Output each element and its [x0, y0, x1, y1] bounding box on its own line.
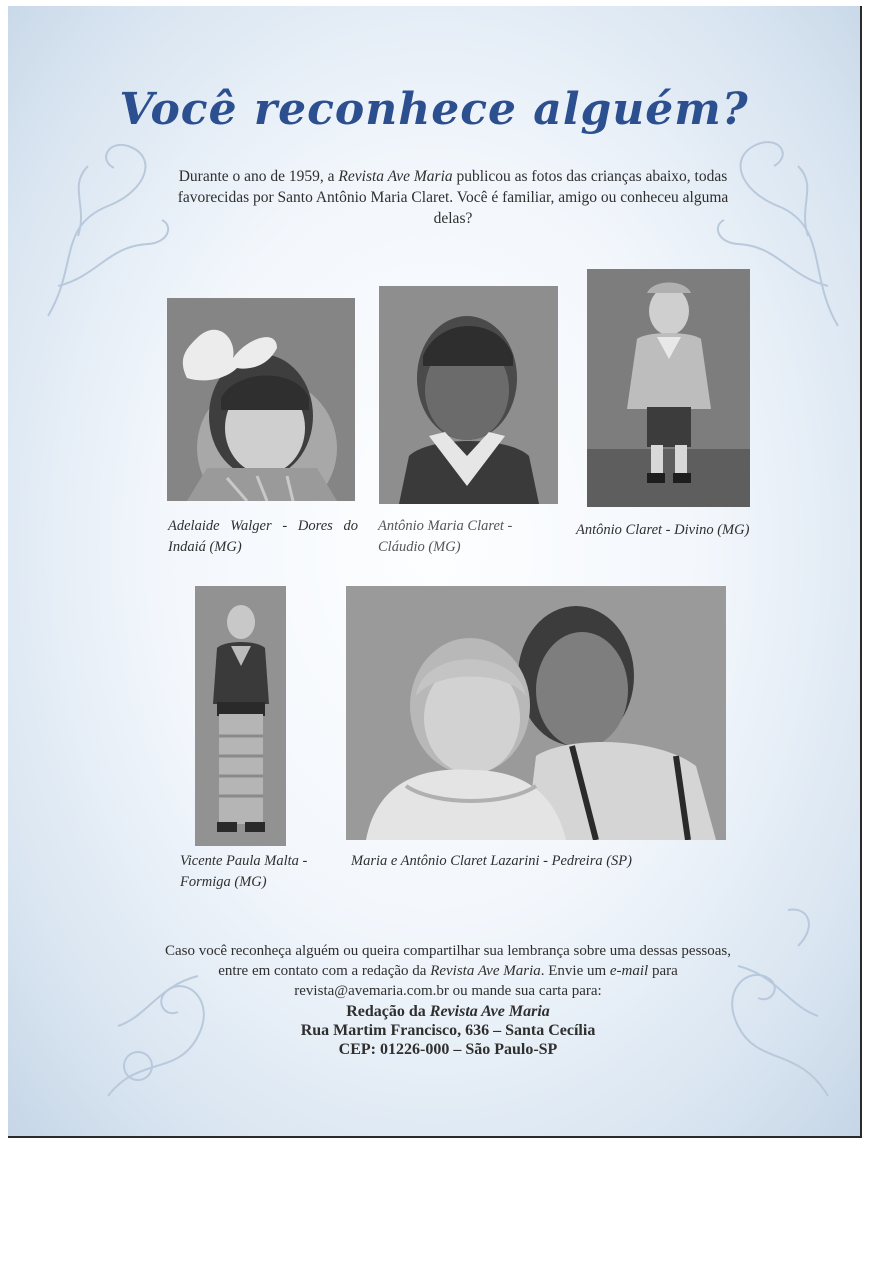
photo-antonio-claret [587, 269, 750, 507]
photo-antonio-maria-claret [379, 286, 558, 504]
floral-ornament-left-icon [38, 126, 188, 326]
magazine-page [8, 6, 862, 1138]
contact-magazine-name: Revista Ave Maria [430, 963, 541, 979]
photo-maria-antonio-claret-lazarini [346, 586, 726, 840]
address-line-2: Rua Martim Francisco, 636 – Santa Cecília [300, 1022, 596, 1039]
portrait-girl-bow-photo-icon [167, 298, 355, 501]
photo-adelaide-walger [167, 298, 355, 501]
standing-child-photo-icon [195, 586, 286, 846]
two-children-photo-icon [346, 586, 726, 840]
mailing-address [208, 1002, 688, 1059]
caption-vicente-paula-malta: Vicente Paula Malta - Formiga (MG) [180, 853, 308, 890]
standing-boy-photo-icon [587, 269, 750, 507]
photo-vicente-paula-malta [195, 586, 286, 846]
magazine-name: Revista Ave Maria [338, 168, 453, 185]
caption-antonio-claret: Antônio Claret - Divino (MG) [576, 522, 750, 538]
portrait-boy-photo-icon [379, 286, 558, 504]
address-line-3: CEP: 01226-000 – São Paulo-SP [338, 1041, 558, 1058]
caption-antonio-maria-claret: Antônio Maria Claret - Cláudio (MG) [378, 518, 513, 555]
caption-maria-antonio-claret-lazarini: Maria e Antônio Claret Lazarini - Pedreira (SP) [351, 853, 632, 869]
intro-paragraph: Durante o ano de 1959, a Revista Ave Maria publicou as fotos das crianças abaixo, todas favorecidas por Santo Antônio Maria Claret. Você é familiar, amigo ou conheceu alguma delas? [177, 168, 729, 227]
caption-adelaide-walger: Adelaide Walger - Dores do Indaiá (MG) [168, 518, 358, 555]
contact-paragraph: Caso você reconheça alguém ou queira compartilhar sua lembrança sobre uma dessas pessoas, entre em contato com a redação da Revista Ave Maria. Envie um e-mail para revista@avemaria.com.br ou mande sua carta para: [164, 943, 732, 999]
page-title: Você reconhece alguém? [119, 84, 749, 135]
email-word: e-mail [609, 963, 649, 979]
address-line-1: Redação da Revista Ave Maria [346, 1003, 550, 1020]
